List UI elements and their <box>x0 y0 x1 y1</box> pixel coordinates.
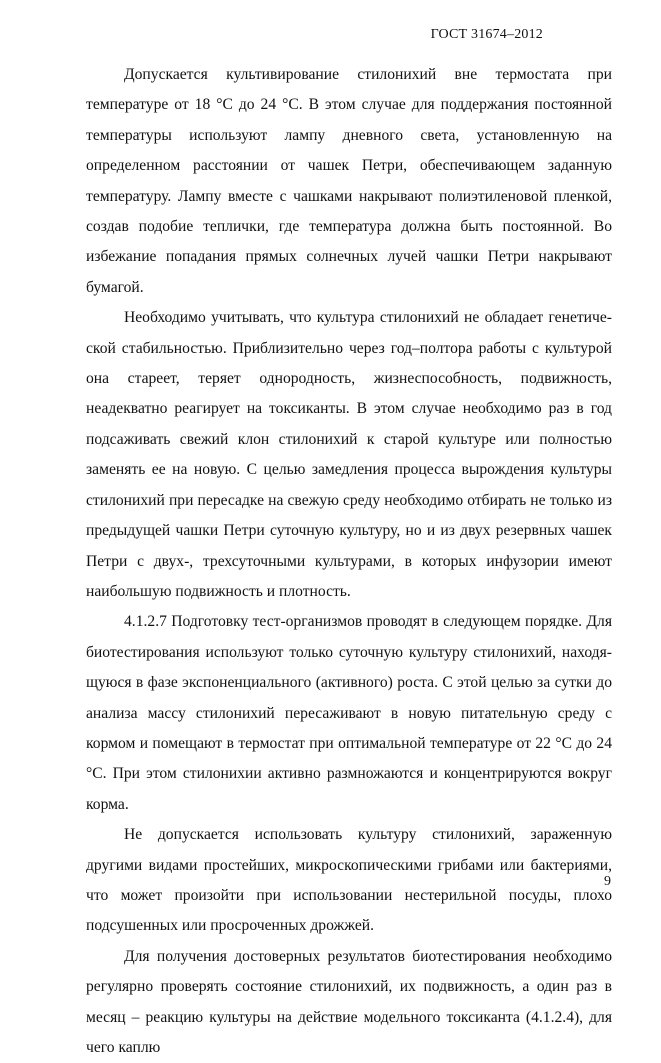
paragraph-verification: Для получения достоверных результатов биотестирования необходимо регулярно проверять состояние стилонихий, их подвижность, а один раз в месяц – реакцию культуры на действие модельного токсиканта (4.1.2.4), для чего каплю <box>86 947 612 1056</box>
page-number: 9 <box>604 874 611 889</box>
paragraph-thermostat: Допускается культивирование стилонихий вне термостата при температуре от 18 °С до 24 °С. В этом случае для поддержания постоянной температуры используют лампу дневного света, установленную на определенном расстоянии от чашек Петри, обеспечивающем заданную температуру. Лампу вместе с чашками накрывают полиэтиленовой пленкой, создав подобие теплички, где температура должна быть постоянной. Во избежание попадания прямых солнечных лучей чашки Петри накрывают бумагой. <box>86 66 612 296</box>
paragraph-4-1-2-7: 4.1.2.7 Подготовку тест-организмов проводят в следующем порядке. Для биотестирования используют только суточную культуру стилонихий, находящуюся в фазе экспоненциального (активного) роста. С этой целью за сутки до анализа массу стилонихий пересаживают в новую питательную среду с кормом и помещают в термостат при оптимальной температуре от 22 °С до 24 °С. При этом стилонихии активно размножаются и концентрируются вокруг корма. <box>86 613 612 813</box>
body-text <box>86 60 612 1063</box>
paragraph-contamination: Не допускается использовать культуру стилонихий, зараженную другими видами простейших, микроскопическими грибами или бактериями, что может произойти при использовании нестерильной посуды, плохо подсушенных или просроченных дрожжей. <box>86 826 612 935</box>
paragraph-genetic-stability: Необходимо учитывать, что культура стилонихий не обладает генетической стабильностью. Приблизительно через год–полтора работы с культурой она стареет, теряет однородность, жизнеспособность, подвижность, неадекватно реагирует на токсиканты. В этом случае необходимо раз в год подсаживать свежий клон стилонихий к старой культуре или полностью заменять ее на новую. С целью замедления процесса вырождения культуры стилонихий при пересадке на свежую среду необходимо отбирать не только из предыдущей чашки Петри суточную культуру, но и из двух резервных чашек Петри с двух-, трехсуточными культурами, в которых инфузории имеют наибольшую подвижность и плотность. <box>86 309 612 600</box>
standard-header: ГОСТ 31674–2012 <box>430 27 543 42</box>
